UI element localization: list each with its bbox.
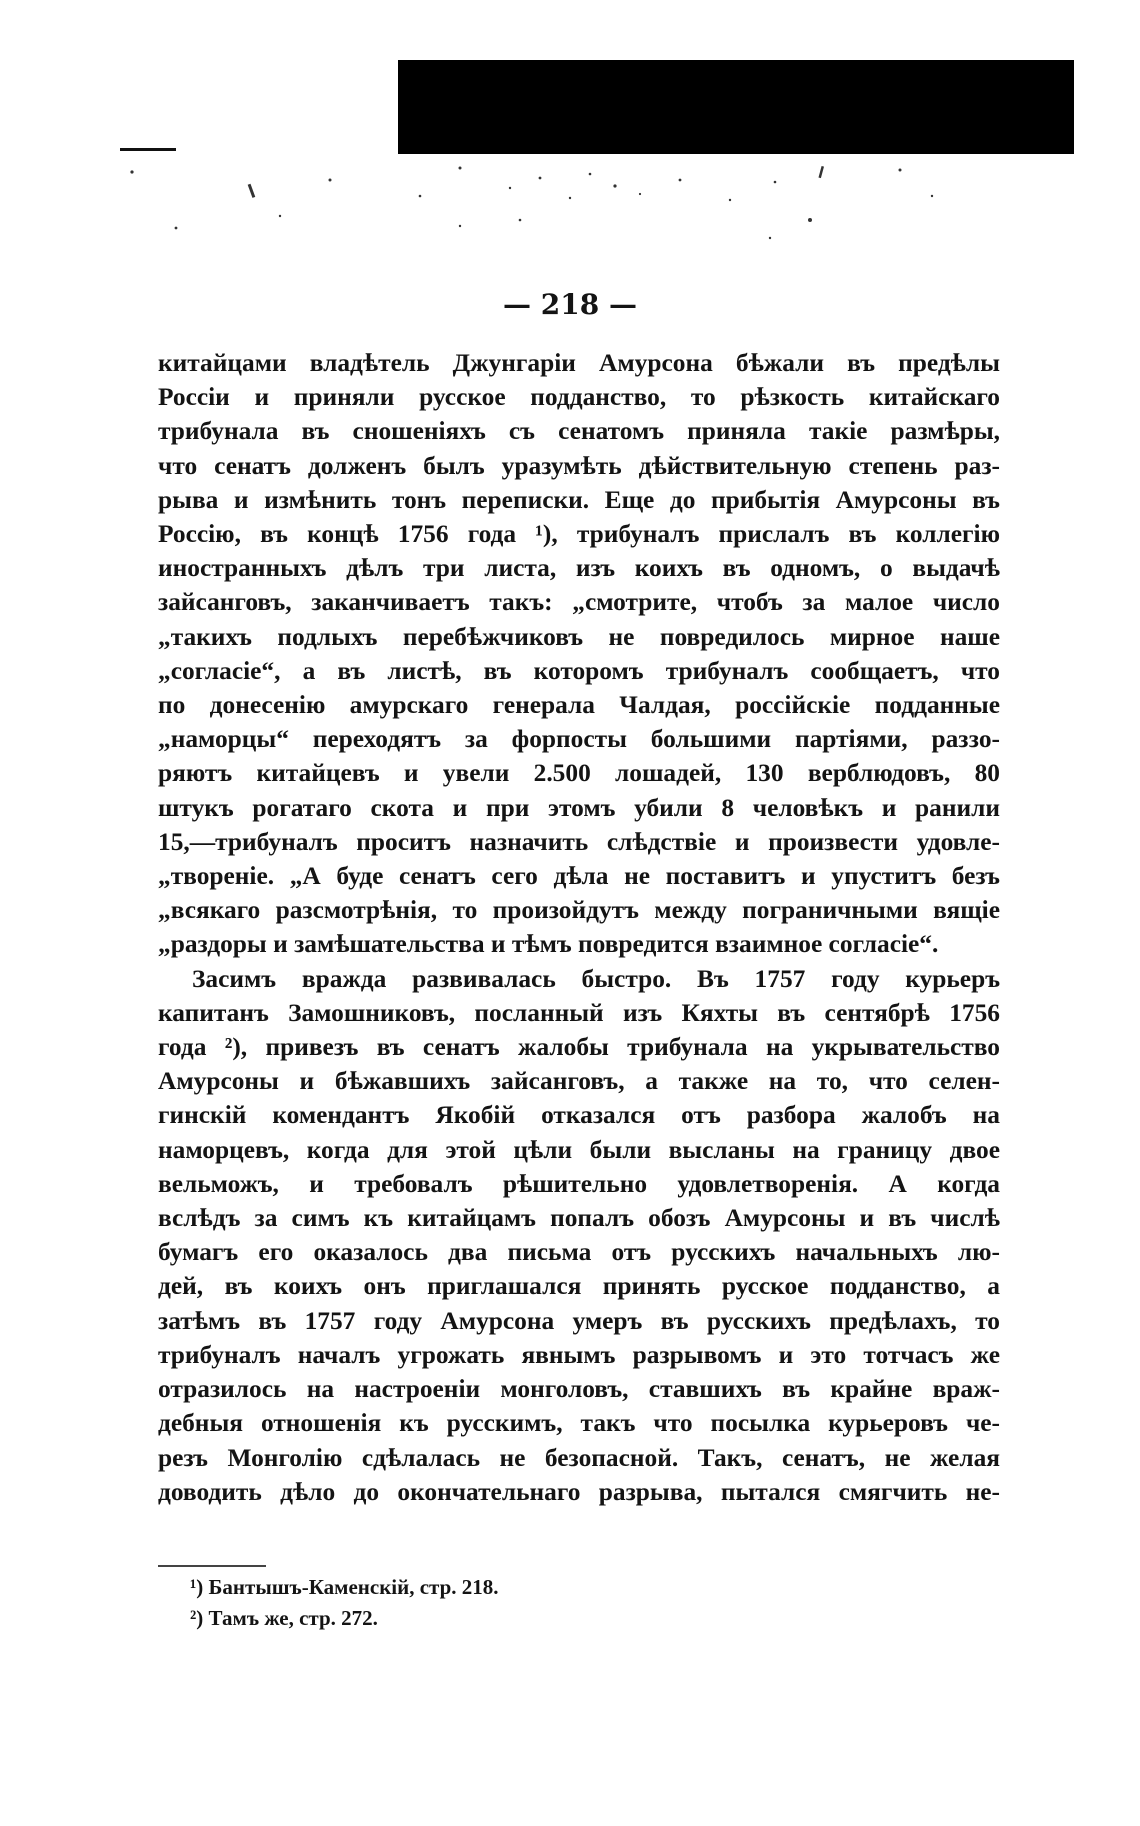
text-line: „такихъ подлыхъ перебѣжчиковъ не повредилось мирное наше	[158, 622, 1000, 651]
text-line: затѣмъ въ 1757 году Амурсона умеръ въ русскихъ предѣлахъ, то	[158, 1306, 1000, 1335]
text-line: вельможъ, и требовалъ рѣшительно удовлетворенія. А когда	[158, 1169, 1000, 1198]
text-line: Засимъ вражда развивалась быстро. Въ 1757 году курьеръ	[192, 964, 1000, 993]
scan-specks	[120, 150, 1070, 260]
footnote-rule	[158, 1565, 266, 1567]
text-line: бумагъ его оказалось два письма отъ русскихъ начальныхъ лю-	[158, 1238, 1000, 1267]
text-line: наморцевъ, когда для этой цѣли были высланы на границу двое	[158, 1135, 1000, 1164]
page-number: — 218 —	[503, 288, 637, 321]
footnotes	[190, 1572, 890, 1634]
text-line: Россію, въ концѣ 1756 года ¹), трибуналъ прислалъ въ коллегію	[158, 520, 1000, 549]
text-line: резъ Монголію сдѣлалась не безопасной. Такъ, сенатъ, не желая	[158, 1443, 1000, 1472]
text-line: штукъ рогатаго скота и при этомъ убили 8 человѣкъ и ранили	[158, 793, 1000, 822]
text-line: Амурсоны и бѣжавшихъ зайсанговъ, а также на то, что селен-	[158, 1067, 1000, 1096]
text-line: доводить дѣло до окончательнаго разрыва, пытался смягчить не-	[158, 1477, 1000, 1506]
text-line: „раздоры и замѣшательства и тѣмъ повредится взаимное согласіе“.	[158, 930, 939, 959]
text-line: трибуналъ началъ угрожать явнымъ разрывомъ и это тотчасъ же	[158, 1340, 1000, 1369]
text-line: китайцами владѣтель Джунгаріи Амурсона бѣжали въ предѣлы	[158, 349, 1000, 377]
text-line: „твореніе. „А буде сенатъ сего дѣла не поставитъ и упуститъ безъ	[158, 862, 1000, 891]
text-line: иностранныхъ дѣлъ три листа, изъ коихъ въ одномъ, о выдачѣ	[158, 554, 1000, 583]
text-line: капитанъ Замошниковъ, посланный изъ Кяхты въ сентябрѣ 1756	[158, 998, 1000, 1027]
text-line: „всякаго разсмотрѣнія, то произойдутъ между пограничными вящіе	[158, 896, 1000, 925]
paragraph-2	[158, 962, 1000, 1509]
text-line: ряютъ китайцевъ и увели 2.500 лошадей, 130 верблюдовъ, 80	[158, 759, 1000, 788]
text-line: дебныя отношенія къ русскимъ, такъ что посылка курьеровъ че-	[158, 1409, 1000, 1438]
text-line: года ²), привезъ въ сенатъ жалобы трибунала на укрывательство	[158, 1033, 1000, 1062]
text-line: „наморцы“ переходятъ за форпосты большими партіями, раззо-	[158, 725, 1000, 754]
text-line: отразилось на настроеніи монголовъ, ставшихъ въ крайне враж-	[158, 1375, 1000, 1404]
text-line: Россіи и приняли русское подданство, то рѣзкость китайскаго	[158, 383, 1000, 412]
text-line: зайсанговъ, заканчиваетъ такъ: „смотрите, чтобъ за малое число	[158, 588, 1000, 617]
footnote-2: ²) Тамъ же, стр. 272.	[190, 1606, 378, 1630]
footnote-1: ¹) Бантышъ-Каменскій, стр. 218.	[190, 1575, 499, 1599]
text-line: „согласіе“, а въ листѣ, въ которомъ трибуналъ сообщаетъ, что	[158, 656, 1000, 685]
text-line: гинскій комендантъ Якобій отказался отъ разбора жалобъ на	[158, 1101, 1000, 1130]
main-text	[158, 346, 1000, 1509]
text-line: дей, въ коихъ онъ приглашался принять русское подданство, а	[158, 1272, 1000, 1301]
text-line: рыва и измѣнить тонъ переписки. Еще до прибытія Амурсоны въ	[158, 485, 1000, 514]
text-line: трибунала въ сношеніяхъ съ сенатомъ приняла такіе размѣры,	[158, 417, 1000, 446]
text-line: вслѣдъ за симъ къ китайцамъ попалъ обозъ Амурсоны и въ числѣ	[158, 1204, 1000, 1233]
text-line: 15,—трибуналъ проситъ назначить слѣдствіе и произвести удовле-	[158, 827, 1000, 856]
redaction-bar	[398, 60, 1074, 154]
paragraph-1	[158, 346, 1000, 962]
text-line: по донесенію амурскаго генерала Чалдая, россійскіе подданные	[158, 691, 1000, 720]
text-line: что сенатъ долженъ былъ уразумѣть дѣйствительную степень раз-	[158, 451, 1000, 480]
